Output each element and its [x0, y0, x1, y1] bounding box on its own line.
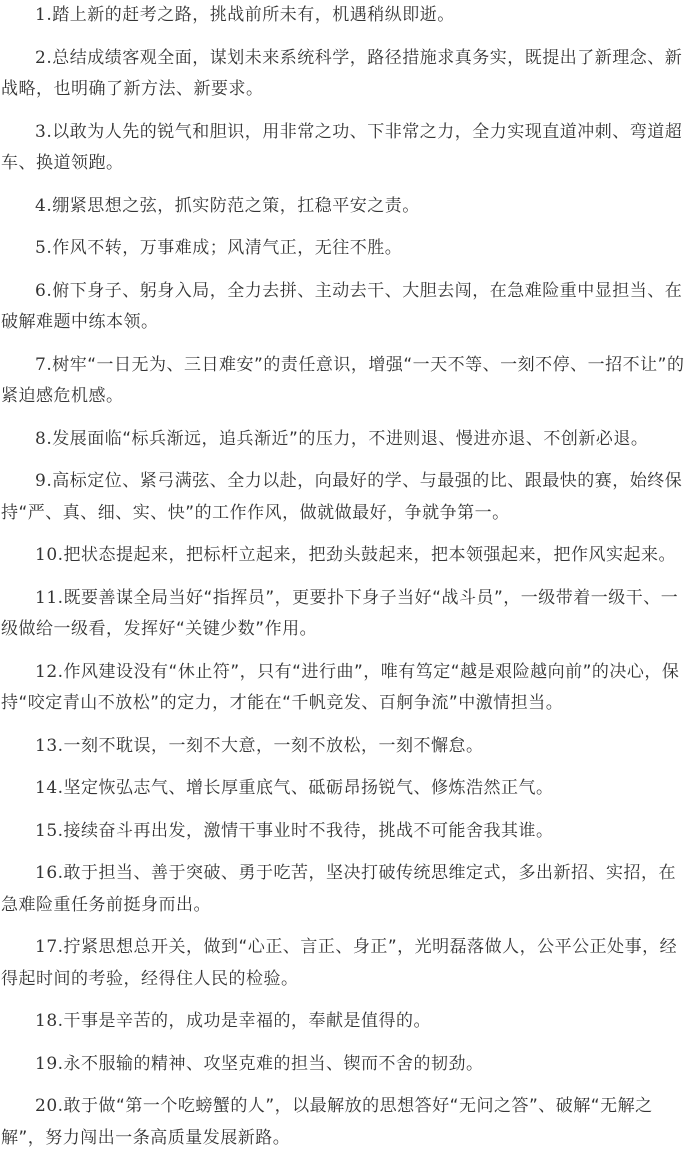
paragraph-number: 14.	[35, 778, 64, 798]
paragraph-5	[1, 233, 691, 265]
paragraph-number: 19.	[35, 1053, 64, 1074]
paragraph-11	[1, 583, 691, 646]
paragraph-10	[1, 540, 691, 572]
paragraph-14	[1, 773, 691, 805]
paragraph-text: 踏上新的赶考之路，挑战前所未有，机遇稍纵即逝。	[52, 5, 455, 25]
paragraph-text: 作风不转，万事难成；风清气正，无往不胜。	[52, 238, 403, 258]
paragraph-7	[1, 350, 691, 413]
paragraph-number: 3.	[35, 121, 53, 142]
paragraph-number: 17.	[35, 937, 64, 957]
paragraph-number: 7.	[35, 354, 53, 375]
paragraph-text: 干事是辛苦的，成功是幸福的，奉献是值得的。	[63, 1011, 432, 1031]
paragraph-text: 接续奋斗再出发，激情干事业时不我待，挑战不可能舍我其谁。	[63, 820, 554, 841]
paragraph-13	[1, 731, 691, 763]
paragraph-number: 16.	[35, 863, 64, 883]
paragraph-number: 10.	[35, 545, 64, 565]
paragraph-number: 12.	[35, 661, 64, 682]
paragraph-number: 11.	[35, 587, 64, 608]
paragraph-12	[1, 657, 691, 720]
paragraph-number: 9.	[35, 471, 53, 491]
paragraph-19	[1, 1049, 691, 1081]
paragraph-number: 6.	[35, 280, 53, 301]
paragraph-16	[1, 858, 691, 921]
paragraph-text: 以敢为人先的锐气和胆识，用非常之功、下非常之力，全力实现直道冲刺、弯道超车、换道领跑。	[1, 121, 683, 173]
paragraph-text: 发展面临“标兵渐远，追兵渐近”的压力，不进则退、慢进亦退、不创新必退。	[52, 428, 649, 449]
paragraph-text: 坚定恢弘志气、增长厚重底气、砥砺昂扬锐气、修炼浩然正气。	[63, 778, 554, 798]
paragraph-text: 敢于做“第一个吃螃蟹的人”，以最解放的思想答好“无问之答”、破解“无解之解”，努力闯出一条高质量发展新路。	[1, 1096, 653, 1148]
paragraph-6	[1, 276, 691, 339]
paragraph-number: 1.	[35, 5, 53, 25]
paragraph-number: 20.	[35, 1096, 64, 1116]
paragraph-2	[1, 43, 691, 106]
paragraph-text: 作风建设没有“休止符”，只有“进行曲”，唯有笃定“越是艰险越向前”的决心，保持“咬定青山不放松”的定力，才能在“千帆竞发、百舸争流”中激情担当。	[1, 661, 680, 713]
paragraph-4	[1, 191, 691, 223]
paragraph-number: 5.	[35, 238, 53, 258]
paragraph-15	[1, 816, 691, 848]
paragraph-8	[1, 424, 691, 456]
paragraph-20	[1, 1091, 691, 1154]
paragraph-17	[1, 932, 691, 995]
paragraph-1	[1, 0, 691, 32]
paragraph-text: 既要善谋全局当好“指挥员”，更要扑下身子当好“战斗员”，一级带着一级干、一级做给一级看，发挥好“关键少数”作用。	[1, 587, 679, 639]
paragraph-text: 树牢“一日无为、三日难安”的责任意识，增强“一天不等、一刻不停、一招不让”的紧迫感危机感。	[1, 354, 685, 406]
paragraph-18	[1, 1006, 691, 1038]
paragraph-text: 拧紧思想总开关，做到“心正、言正、身正”，光明磊落做人，公平公正处事，经得起时间的考验，经得住人民的检验。	[1, 937, 678, 989]
paragraph-text: 永不服输的精神、攻坚克难的担当、锲而不舍的韧劲。	[63, 1053, 484, 1074]
paragraph-text: 绷紧思想之弦，抓实防范之策，扛稳平安之责。	[52, 195, 420, 216]
paragraph-number: 18.	[35, 1011, 64, 1031]
paragraph-text: 敢于担当、善于突破、勇于吃苦，坚决打破传统思维定式，多出新招、实招，在急难险重任务前挺身而出。	[1, 863, 677, 915]
paragraph-3	[1, 117, 691, 180]
paragraph-number: 4.	[35, 195, 53, 216]
paragraph-9	[1, 466, 691, 529]
paragraph-number: 15.	[35, 820, 64, 841]
paragraph-number: 2.	[35, 47, 53, 68]
paragraph-number: 13.	[35, 735, 64, 756]
paragraph-number: 8.	[35, 428, 53, 449]
paragraph-text: 高标定位、紧弓满弦、全力以赴，向最好的学、与最强的比、跟最快的赛，始终保持“严、真、细、实、快”的工作作风，做就做最好，争就争第一。	[1, 471, 683, 523]
paragraph-text: 一刻不耽误，一刻不大意，一刻不放松，一刻不懈怠。	[63, 735, 484, 756]
paragraph-text: 把状态提起来，把标杆立起来，把劲头鼓起来，把本领强起来，把作风实起来。	[63, 545, 677, 565]
paragraph-text: 俯下身子、躬身入局，全力去拼、主动去干、大胆去闯，在急难险重中显担当、在破解难题中练本领。	[1, 280, 683, 332]
paragraph-text: 总结成绩客观全面，谋划未来系统科学，路径措施求真务实，既提出了新理念、新战略，也明确了新方法、新要求。	[1, 47, 683, 99]
